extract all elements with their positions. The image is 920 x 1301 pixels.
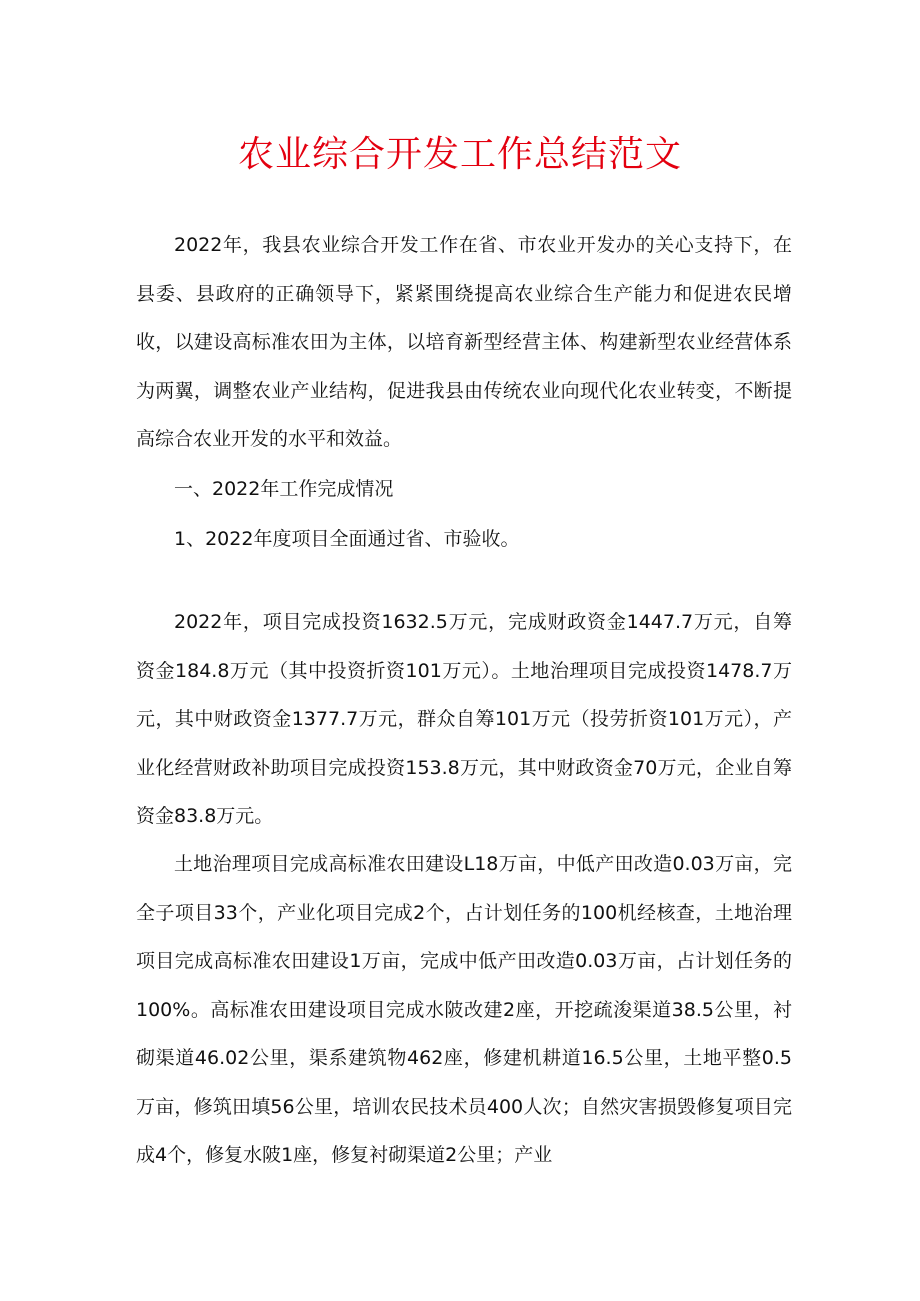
body-paragraph-land-project: [136, 840, 792, 1180]
document-title: 农业综合开发工作总结范文: [237, 134, 682, 175]
body-paragraph-investment: [136, 598, 792, 841]
heading-text: 1、2022年度项目全面通过省、市验收。: [174, 528, 520, 550]
heading-text: 一、2022年工作完成情况: [174, 478, 394, 500]
paragraph-text: 2022年，项目完成投资1632.5万元，完成财政资金1447.7万元，自筹资金184.8万元（其中投资折资101万元）。土地治理项目完成投资1478.7万元，其中财政资金1377.7万元，群众自筹101万元（投劳折资101万元），产业化经营财政补助项目完成投资153.8万元，其中财政资金70万元，企业自筹资金83.8万元。: [136, 611, 792, 827]
body-paragraph-intro: [136, 221, 792, 464]
paragraph-text: 土地治理项目完成高标准农田建设L18万亩，中低产田改造0.03万亩，完全子项目33个，产业化项目完成2个，占计划任务的100机经核查，土地治理项目完成高标准农田建设1万亩，完成中低产田改造0.03万亩，占计划任务的100%。高标准农田建设项目完成水陂改建2座，开挖疏浚渠道38.5公里，衬砌渠道46.02公里，渠系建筑物462座，修建机耕道16.5公里，土地平整0.5万亩，修筑田填56公里，培训农民技术员400人次；自然灾害损毁修复项目完成4个，修复水陂1座，修复衬砌渠道2公里；产业: [136, 853, 792, 1166]
section-heading-1: [136, 465, 792, 514]
subsection-heading-1: [136, 515, 792, 564]
paragraph-text: 2022年，我县农业综合开发工作在省、市农业开发办的关心支持下，在县委、县政府的正确领导下，紧紧围绕提高农业综合生产能力和促进农民增收，以建设高标准农田为主体，以培育新型经营主体、构建新型农业经营体系为两翼，调整农业产业结构，促进我县由传统农业向现代化农业转变，不断提高综合农业开发的水平和效益。: [136, 234, 792, 450]
